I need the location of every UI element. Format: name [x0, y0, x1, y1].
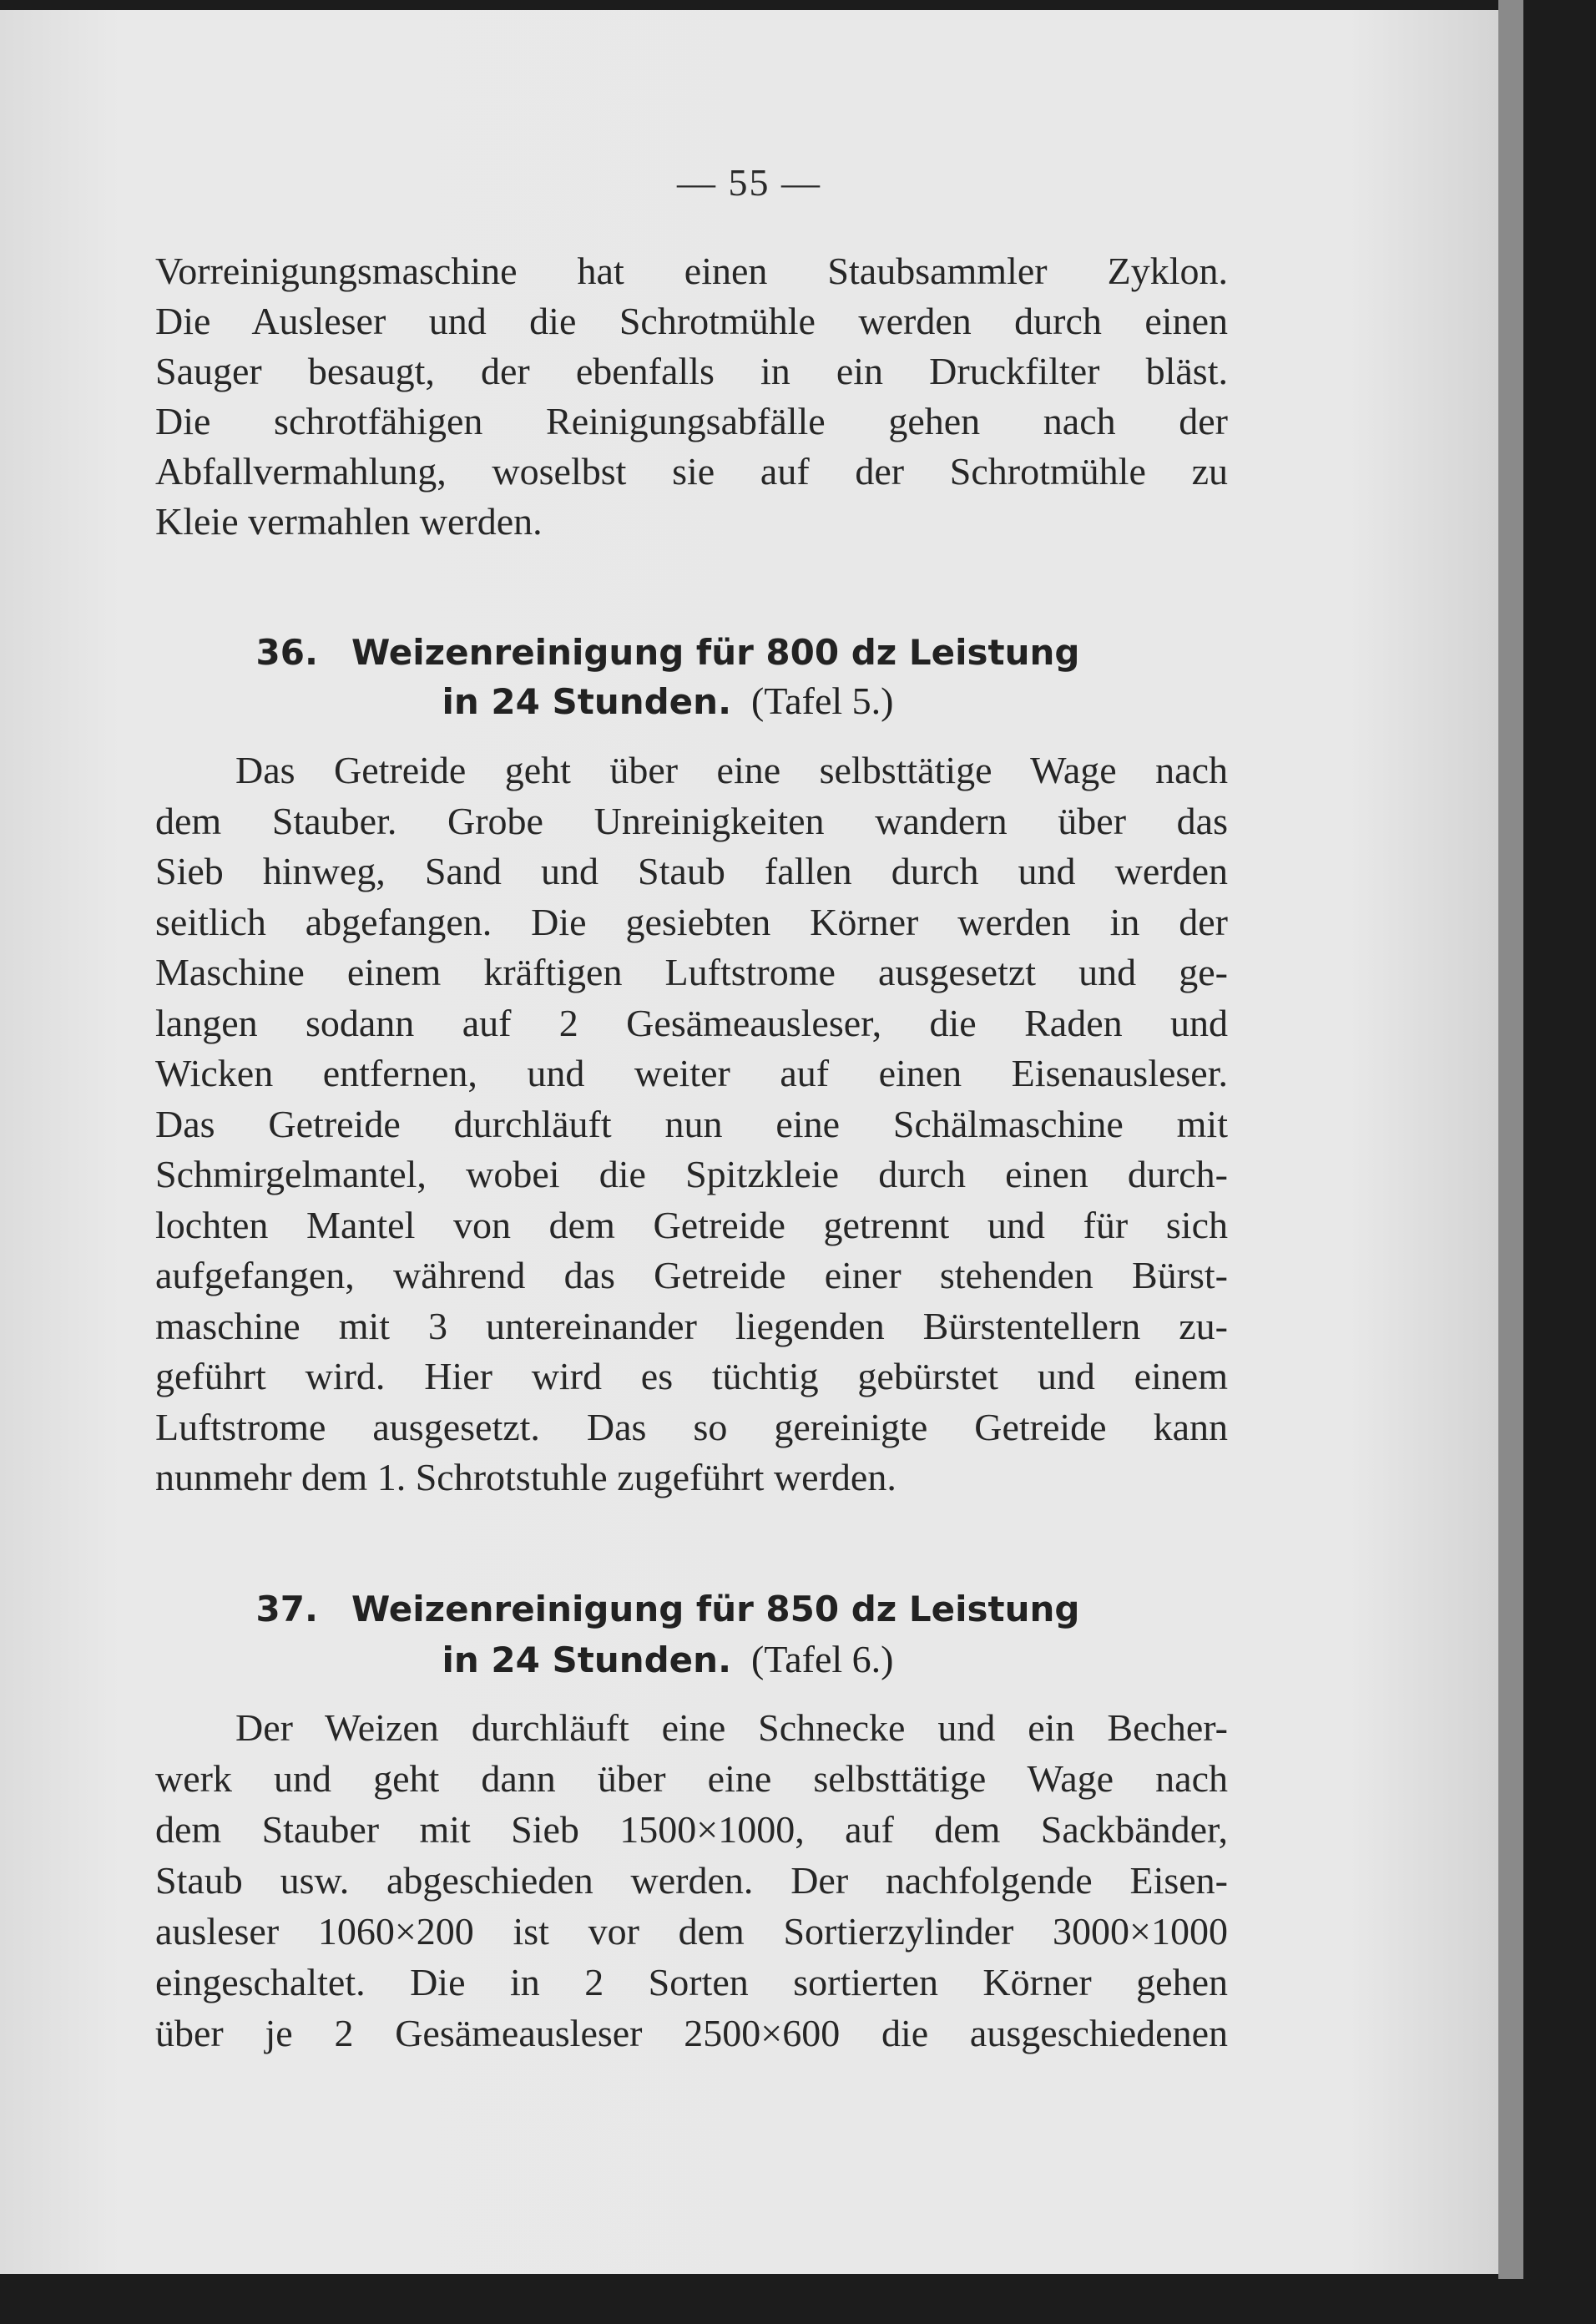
section-36-heading [0, 628, 1336, 678]
text-line: Sieb hinweg, Sand und Staub fallen durch und werden [155, 850, 1228, 892]
text-line: Vorreinigungsmaschine hat einen Staubsammler Zyklon. [155, 250, 1228, 292]
text-line: Die Ausleser und die Schrotmühle werden durch einen [155, 300, 1228, 342]
text-line: langen sodann auf 2 Gesämeausleser, die Raden und [155, 1001, 1228, 1044]
section-36-number: 36. [255, 632, 318, 673]
text-line: Abfallvermahlung, woselbst sie auf der Schrotmühle zu [155, 450, 1228, 493]
section-36-title-line2: in 24 Stunden. [442, 681, 732, 722]
section-36-title-line1: Weizenreinigung für 800 dz Leistung [351, 632, 1080, 673]
text-line: Das Getreide durchläuft nun eine Schälmaschine mit [155, 1102, 1228, 1145]
page-number: — 55 — [677, 161, 821, 204]
text-line: Die schrotfähigen Reinigungsabfälle gehen nach der [155, 400, 1228, 442]
text-line: Sauger besaugt, der ebenfalls in ein Druckfilter bläst. [155, 350, 1228, 392]
text-line: Das Getreide geht über eine selbsttätige Wage nach [235, 749, 1228, 791]
section-37-heading-line2 [0, 1634, 1336, 1685]
text-line: Der Weizen durchläuft eine Schnecke und ein Becher- [235, 1706, 1228, 1749]
text-line: lochten Mantel von dem Getreide getrennt und für sich [155, 1203, 1228, 1246]
text-line: dem Stauber. Grobe Unreinigkeiten wandern über das [155, 799, 1228, 842]
section-36-tafel: (Tafel 5.) [751, 680, 894, 722]
text-line: seitlich abgefangen. Die gesiebten Körner werden in der [155, 900, 1228, 943]
section-37-heading [0, 1584, 1336, 1634]
section-36-heading-line2 [0, 676, 1336, 727]
text-line: ausleser 1060×200 ist vor dem Sortierzylinder 3000×1000 [155, 1910, 1228, 1953]
text-line: eingeschaltet. Die in 2 Sorten sortierten Körner gehen [155, 1961, 1228, 2003]
text-line: dem Stauber mit Sieb 1500×1000, auf dem Sackbänder, [155, 1808, 1228, 1851]
text-line: nunmehr dem 1. Schrotstuhle zugeführt werden. [155, 1456, 896, 1498]
page-edge [1498, 0, 1523, 2279]
text-line: Staub usw. abgeschieden werden. Der nachfolgende Eisen- [155, 1859, 1228, 1902]
text-line: über je 2 Gesämeausleser 2500×600 die ausgeschiedenen [155, 2012, 1228, 2054]
section-37-title-line1: Weizenreinigung für 850 dz Leistung [351, 1589, 1080, 1629]
text-line: Kleie vermahlen werden. [155, 500, 543, 543]
section-37-number: 37. [255, 1589, 318, 1629]
text-line: aufgefangen, während das Getreide einer stehenden Bürst- [155, 1254, 1228, 1296]
text-line: werk und geht dann über eine selbsttätige Wage nach [155, 1757, 1228, 1800]
text-line: Wicken entfernen, und weiter auf einen Eisenausleser. [155, 1052, 1228, 1094]
text-line: Luftstrome ausgesetzt. Das so gereinigte Getreide kann [155, 1405, 1228, 1448]
text-line: Schmirgelmantel, wobei die Spitzkleie durch einen durch- [155, 1153, 1228, 1195]
text-line: geführt wird. Hier wird es tüchtig gebürstet und einem [155, 1355, 1228, 1397]
text-line: maschine mit 3 untereinander liegenden Bürstentellern zu- [155, 1304, 1228, 1347]
section-37-title-line2: in 24 Stunden. [442, 1639, 732, 1680]
section-37-tafel: (Tafel 6.) [751, 1638, 894, 1680]
text-line: Maschine einem kräftigen Luftstrome ausgesetzt und ge- [155, 951, 1228, 993]
